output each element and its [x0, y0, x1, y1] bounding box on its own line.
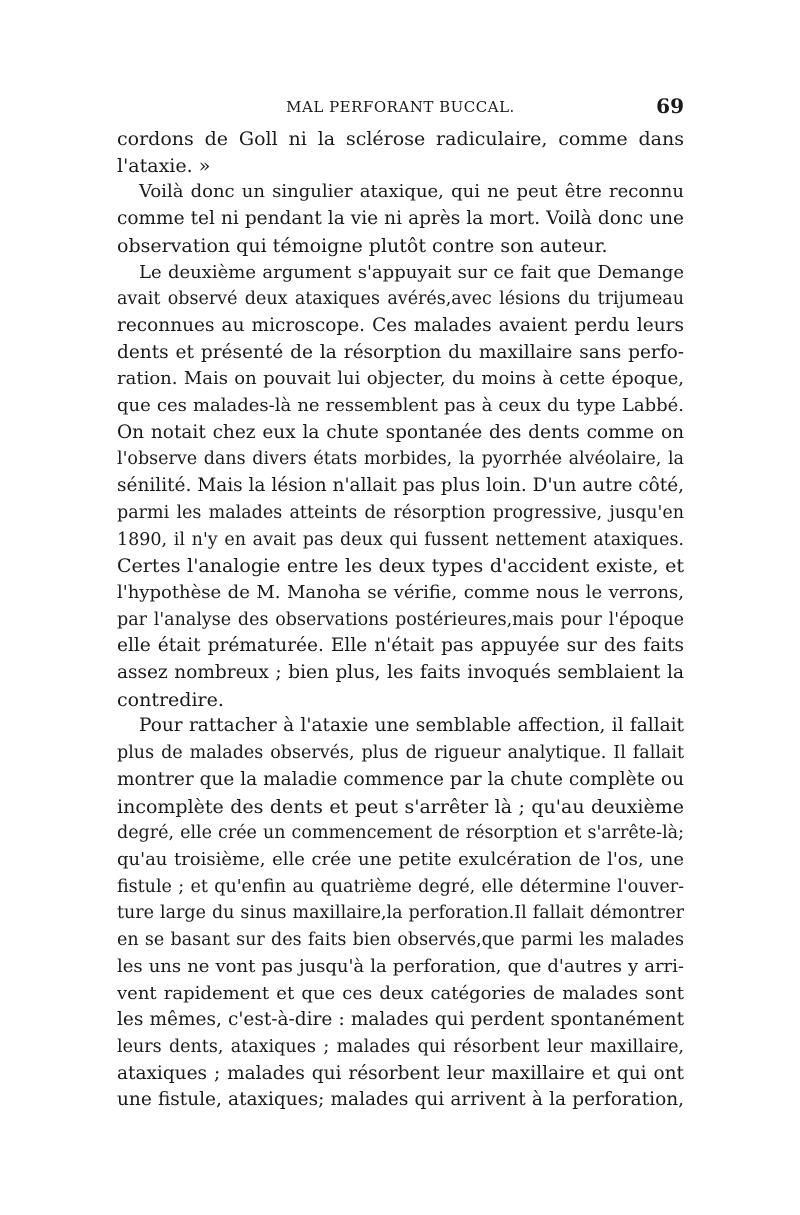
text-line: par l'analyse des observations postérieures,mais pour l'époque: [117, 609, 684, 630]
text-line: l'observe dans divers états morbides, la pyorrhée alvéolaire, la: [117, 449, 684, 470]
body-text: [117, 126, 684, 1114]
page-header: [117, 94, 684, 124]
text-line: parmi les malades atteints de résorption progressive, jusqu'en: [117, 502, 684, 523]
text-line: Le deuxième argument s'appuyait sur ce fait que Demange: [139, 261, 684, 283]
page-number: 69: [656, 94, 684, 118]
text-line: elle était prématurée. Elle n'était pas appuyée sur des faits: [117, 635, 684, 657]
text-line: en se basant sur des faits bien observés,que parmi les malades: [117, 930, 684, 951]
text-line: incomplète des dents et peut s'arrêter là ; qu'au deuxième: [117, 795, 684, 818]
text-line: fistule ; et qu'enfin au quatrième degré, elle détermine l'ouver-: [117, 876, 684, 897]
text-line: ration. Mais on pouvait lui objecter, du moins à cette époque,: [117, 368, 684, 390]
text-line: Voilà donc un singulier ataxique, qui ne peut être reconnu: [139, 181, 684, 203]
text-line: 1890, il n'y en avait pas deux qui fussent nettement ataxiques.: [117, 529, 684, 550]
text-line: les uns ne vont pas jusqu'à la perforation, que d'autres y arri-: [117, 955, 684, 977]
text-line: que ces malades-là ne ressemblent pas à ceux du type Labbé.: [117, 395, 684, 417]
text-line: cordons de Goll ni la sclérose radiculaire, comme dans: [117, 128, 684, 150]
text-line: l'ataxie. »: [117, 154, 211, 177]
text-line: assez nombreux ; bien plus, les faits invoqués semblaient la: [117, 662, 684, 684]
text-line: ataxiques ; malades qui résorbent leur maxillaire et qui ont: [117, 1062, 684, 1084]
text-line: sénilité. Mais la lésion n'allait pas plus loin. D'un autre côté,: [117, 475, 685, 497]
text-line: ture large du sinus maxillaire,la perforation.Il fallait démontrer: [117, 903, 684, 924]
text-line: Certes l'analogie entre les deux types d'accident existe, et: [117, 555, 684, 578]
text-line: comme tel ni pendant la vie ni après la mort. Voilà donc une: [117, 208, 684, 230]
text-line: reconnues au microscope. Ces malades avaient perdu leurs: [117, 314, 684, 336]
text-line: Pour rattacher à l'ataxie une semblable affection, il fallait: [139, 715, 684, 737]
text-line: montrer que la maladie commence par la chute complète ou: [117, 768, 684, 790]
running-title: MAL PERFORANT BUCCAL.: [286, 98, 515, 116]
text-line: observation qui témoigne plutôt contre son auteur.: [117, 234, 608, 257]
text-line: degré, elle crée un commencement de résorption et s'arrête-là;: [117, 823, 684, 844]
text-line: vent rapidement et que ces deux catégories de malades sont: [117, 982, 684, 1004]
text-line: leurs dents, ataxiques ; malades qui résorbent leur maxillaire,: [117, 1036, 684, 1057]
text-line: l'hypothèse de M. Manoha se vérifie, comme nous le verrons,: [117, 581, 684, 603]
text-line: plus de malades observés, plus de rigueur analytique. Il fallait: [117, 743, 684, 764]
text-line: les mêmes, c'est-à-dire : malades qui perdent spontanément: [117, 1009, 684, 1031]
text-line: une fistule, ataxiques; malades qui arrivent à la perforation,: [117, 1089, 684, 1111]
text-line: qu'au troisième, elle crée une petite exulcération de l'os, une: [117, 848, 684, 870]
text-line: avait observé deux ataxiques avérés,avec lésions du trijumeau: [117, 289, 684, 310]
text-line: On notait chez eux la chute spontanée des dents comme on: [117, 421, 684, 443]
text-line: contredire.: [117, 688, 224, 711]
text-line: dents et présenté de la résorption du maxillaire sans perfo-: [117, 341, 684, 363]
